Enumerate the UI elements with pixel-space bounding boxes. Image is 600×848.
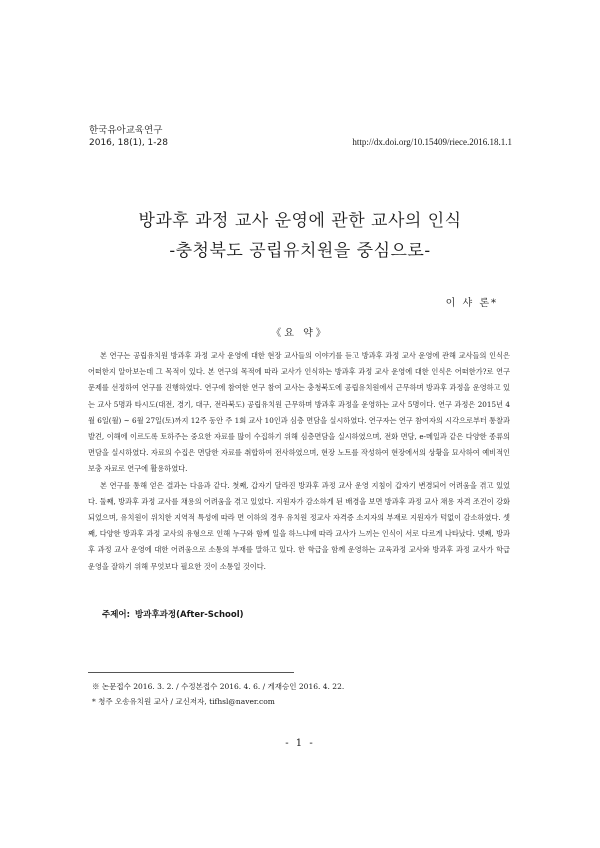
keywords-label: 주제어: [102,610,131,620]
footnote-divider [88,672,294,673]
keywords-value: 방과후과정(After-School) [135,610,244,620]
volume-info: 2016, 18(1), 1-28 [89,138,168,148]
paper-title: 방과후 과정 교사 운영에 관한 교사의 인식 [138,211,462,231]
doi-link[interactable]: http://dx.doi.org/10.15409/riece.2016.18.1.1 [352,137,512,147]
page-number: - 1 - [285,738,315,749]
footnote-dates: ※ 논문접수 2016. 3. 2. / 수정본접수 2016. 4. 6. / 게재승인 2016. 4. 22. [92,682,345,691]
keywords [102,608,244,620]
author-name: 이 샤 론* [445,298,498,309]
abstract-heading: 《요 약》 [271,328,329,339]
abstract-paragraph: 본 연구는 공립유치원 방과후 과정 교사 운영에 대한 현장 교사들의 이야기를 듣고 방과후 과정 교사 운영에 관해 교사들의 인식은 어떠한지 알아보는데 그 목적이 있다. 본 연구의 목적에 따라 교사가 인식하는 방과후 과정 교사 운영에 대한 인식은 어떠한가?로 연구 문제를 선정하여 연구를 진행하였다. 연구에 참여한 연구 참여 교사는 충청북도에 공립유치원에서 근무하며 방과후 과정을 운영하고 있는 교사 5명과 타시도(대전, 경기, 대구, 전라북도) 공립유치원 근무하며 방과후 과정을 운영하는 교사 5명이다. 연구 과정은 2015년 4월 6일(월) ~ 6월 27일(토)까지 12주 동안 주 1회 교사 10인과 심층 면담을 실시하였다. 연구자는 연구 참여자의 시각으로부터 통찰과 발견, 이해에 이르도록 토하주는 중요한 자료를 많이 수집하기 위해 심층면담을 실시하였으며, 전화 면담, e-메일과 같은 다양한 종류의 면담을 실시하였다. 자료의 수집은 면담한 자료를 취합하여 전사하였으며, 현장 노트를 작성하여 현장에서의 상황을 묘사하여 예비적인 보충 자료로 연구에 활용하였다. [88,351,510,474]
footnote-author: * 청주 오송유치원 교사 / 교신저자, tifhsl@naver.com [92,697,275,706]
abstract-paragraph: 본 연구를 통해 얻은 결과는 다음과 같다. 첫째, 갑자기 달라진 방과후 과정 교사 운영 지침이 갑자기 변경되어 어려움을 겪고 있었다. 둘째, 방과후 과정 교사를 채용의 어려움을 겪고 있었다. 지원자가 감소하게 된 배경을 보면 방과후 과정 교사 채용 자격 조건이 강화되었으며, 유치원이 위치한 지역적 특성에 따라 면 이하의 경우 유치원 정교사 자격증 소지자의 부재로 지원자가 턱없이 감소하였다. 셋째, 다양한 방과후 과정 교사의 유형으로 인해 누구와 함께 일을 하느냐에 따라 교사가 느끼는 인식이 서로 다르게 나타났다. 넷째, 방과후 과정 교사 운영에 대한 어려움으로 소통의 부재를 말하고 있다. 한 학급을 함께 운영하는 교육과정 교사와 방과후 과정 교사가 학급 운영을 잘하기 위해 무엇보다 필요한 것이 소통일 것이다. [88,480,510,571]
paper-subtitle: -충청북도 공립유치원을 중심으로- [169,241,431,261]
journal-name: 한국유아교육연구 [89,125,163,136]
abstract-body [88,348,510,575]
